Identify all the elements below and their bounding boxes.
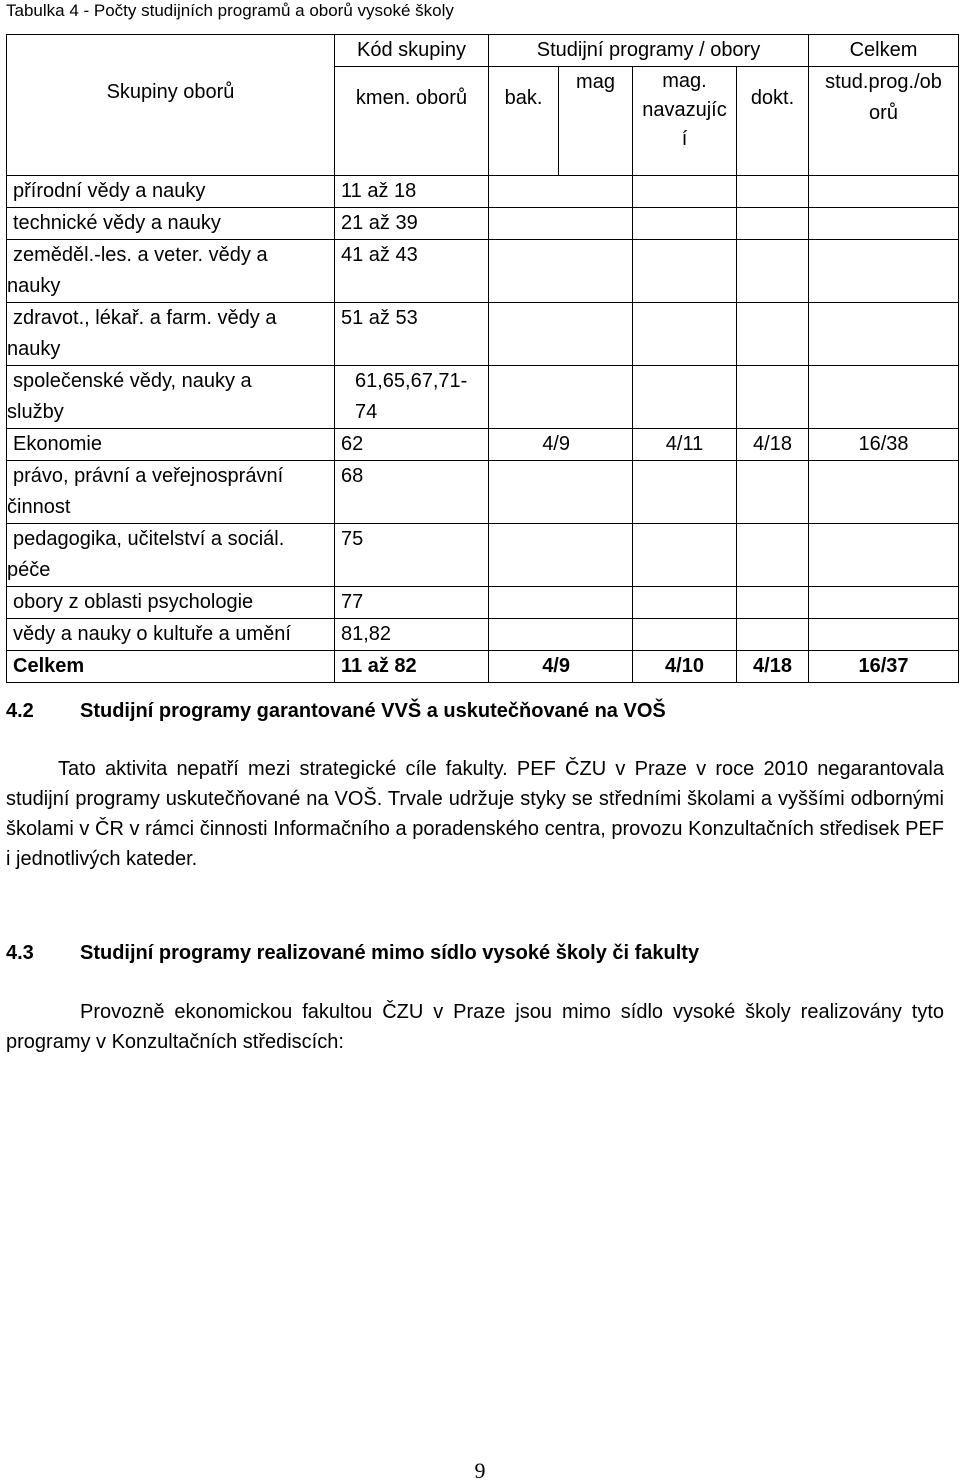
section-4-3-heading xyxy=(6,942,699,965)
row-code-line1: 61,65,67,71- xyxy=(355,370,468,392)
row-code xyxy=(335,461,489,524)
row-mag-nav xyxy=(633,366,737,429)
section-4-2-number: 4.2 xyxy=(6,700,34,722)
section-4-2-heading xyxy=(6,700,666,723)
row-code xyxy=(335,429,489,461)
row-code-line1: 11 až 18 xyxy=(341,180,417,202)
row-group-name-line1: pedagogika, učitelství a sociál. xyxy=(13,528,285,550)
row-mag-nav xyxy=(633,176,737,208)
row-code xyxy=(335,176,489,208)
row-code-line1: 62 xyxy=(341,433,364,455)
row-mag-nav xyxy=(633,587,737,619)
table-row xyxy=(7,619,959,651)
row-code xyxy=(335,366,489,429)
total-bak: 4/9 xyxy=(489,651,633,683)
header-mag-nav xyxy=(633,67,737,176)
row-dokt xyxy=(737,619,809,651)
row-bak: 4/9 xyxy=(489,429,633,461)
table-row xyxy=(7,366,959,429)
row-dokt xyxy=(737,176,809,208)
row-group-name xyxy=(7,429,335,461)
section-4-2-paragraph: Tato aktivita nepatří mezi strategické cíle fakulty. PEF ČZU v Praze v roce 2010 negarantovala studijní programy uskutečňované na VOŠ. Trvale udržuje styky se středními školami a vyššími odbornými školami v ČR v rámci činnosti Informačního a poradenského centra, provozu Konzultačních středisek PEF i jednotlivých kateder. xyxy=(6,758,944,870)
row-group-name-line1: vědy a nauky o kultuře a umění xyxy=(13,623,291,645)
section-4-3-number: 4.3 xyxy=(6,942,34,964)
section-4-3-title: Studijní programy realizované mimo sídlo vysoké školy či fakulty xyxy=(80,942,700,964)
row-code-line1: 21 až 39 xyxy=(341,212,418,234)
header-dokt: dokt. xyxy=(737,67,809,176)
row-dokt xyxy=(737,303,809,366)
row-group-name-line2: služby xyxy=(7,401,64,423)
row-group-name-line1: Ekonomie xyxy=(13,433,102,455)
row-group-name-line2: činnost xyxy=(7,496,71,518)
row-code xyxy=(335,208,489,240)
row-total xyxy=(809,208,959,240)
header-mag-nav-line3: í xyxy=(681,128,688,150)
row-dokt xyxy=(737,461,809,524)
page-number: 9 xyxy=(474,1458,486,1483)
table-row xyxy=(7,303,959,366)
row-group-name-line1: zeměděl.-les. a veter. vědy a xyxy=(13,244,268,266)
table-row xyxy=(7,429,959,461)
section-4-3-paragraph: Provozně ekonomickou fakultou ČZU v Praze jsou mimo sídlo vysoké školy realizovány tyto programy v Konzultačních střediscích: xyxy=(6,1001,944,1053)
row-code-line1: 51 až 53 xyxy=(341,307,418,329)
row-total: 16/38 xyxy=(809,429,959,461)
header-mag: mag xyxy=(559,67,633,176)
row-group-name xyxy=(7,208,335,240)
table-header-row-1 xyxy=(7,35,959,67)
header-programs: Studijní programy / obory xyxy=(489,35,809,67)
row-code-line1: 68 xyxy=(341,465,364,487)
row-group-name-line2: nauky xyxy=(7,275,61,297)
row-mag-nav: 4/11 xyxy=(633,429,737,461)
row-total xyxy=(809,619,959,651)
row-total xyxy=(809,366,959,429)
row-group-name-line1: přírodní vědy a nauky xyxy=(13,180,206,202)
row-code-line1: 77 xyxy=(341,591,364,613)
row-total xyxy=(809,240,959,303)
total-name: Celkem xyxy=(7,651,335,683)
row-bak xyxy=(489,461,633,524)
table-row xyxy=(7,240,959,303)
row-total xyxy=(809,303,959,366)
row-total xyxy=(809,587,959,619)
row-group-name-line2: péče xyxy=(7,559,51,581)
row-mag-nav xyxy=(633,208,737,240)
header-stud-line2: orů xyxy=(869,102,898,124)
row-dokt xyxy=(737,524,809,587)
header-stud xyxy=(809,67,959,176)
row-bak xyxy=(489,524,633,587)
row-code xyxy=(335,303,489,366)
row-group-name xyxy=(7,366,335,429)
row-group-name-line1: právo, právní a veřejnosprávní xyxy=(13,465,284,487)
row-bak xyxy=(489,587,633,619)
header-kmen: kmen. oborů xyxy=(335,67,489,176)
row-mag-nav xyxy=(633,240,737,303)
row-group-name xyxy=(7,176,335,208)
row-mag-nav xyxy=(633,619,737,651)
table-body xyxy=(7,176,959,651)
row-group-name xyxy=(7,303,335,366)
row-code-line2: 74 xyxy=(355,401,378,423)
header-stud-line1: stud.prog./ob xyxy=(825,71,942,93)
row-bak xyxy=(489,208,633,240)
study-programs-table xyxy=(6,34,959,683)
row-bak xyxy=(489,176,633,208)
table-total-row xyxy=(7,651,959,683)
table-row xyxy=(7,524,959,587)
row-total xyxy=(809,461,959,524)
row-code-line1: 41 až 43 xyxy=(341,244,418,266)
row-mag-nav xyxy=(633,524,737,587)
total-dokt: 4/18 xyxy=(737,651,809,683)
row-group-name-line2: nauky xyxy=(7,338,61,360)
row-bak xyxy=(489,303,633,366)
header-code-group: Kód skupiny xyxy=(335,35,489,67)
section-4-2-title: Studijní programy garantované VVŠ a uskutečňované na VOŠ xyxy=(80,700,666,722)
row-bak xyxy=(489,366,633,429)
row-group-name xyxy=(7,240,335,303)
row-mag-nav xyxy=(633,303,737,366)
table-row xyxy=(7,208,959,240)
row-dokt xyxy=(737,240,809,303)
row-code-line1: 75 xyxy=(341,528,364,550)
row-group-name xyxy=(7,587,335,619)
total-nav: 4/10 xyxy=(633,651,737,683)
table-row xyxy=(7,587,959,619)
header-mag-nav-line1: mag. xyxy=(662,70,707,92)
header-mag-nav-line2: navazujíc xyxy=(642,99,727,121)
table-caption: Tabulka 4 - Počty studijních programů a oborů vysoké školy xyxy=(6,1,454,20)
header-total: Celkem xyxy=(809,35,959,67)
row-bak xyxy=(489,240,633,303)
total-total: 16/37 xyxy=(809,651,959,683)
table-row xyxy=(7,461,959,524)
row-dokt xyxy=(737,208,809,240)
header-groups: Skupiny oborů xyxy=(7,35,335,176)
row-code-line1: 81,82 xyxy=(341,623,392,645)
total-code: 11 až 82 xyxy=(335,651,489,683)
row-total xyxy=(809,524,959,587)
row-group-name xyxy=(7,461,335,524)
row-dokt: 4/18 xyxy=(737,429,809,461)
row-group-name-line1: společenské vědy, nauky a xyxy=(13,370,252,392)
row-code xyxy=(335,240,489,303)
row-dokt xyxy=(737,587,809,619)
row-code xyxy=(335,619,489,651)
row-group-name-line1: obory z oblasti psychologie xyxy=(13,591,254,613)
row-dokt xyxy=(737,366,809,429)
row-bak xyxy=(489,619,633,651)
row-total xyxy=(809,176,959,208)
row-group-name xyxy=(7,524,335,587)
row-group-name-line1: zdravot., lékař. a farm. vědy a xyxy=(13,307,277,329)
row-code xyxy=(335,587,489,619)
row-group-name xyxy=(7,619,335,651)
row-group-name-line1: technické vědy a nauky xyxy=(13,212,221,234)
row-code xyxy=(335,524,489,587)
row-mag-nav xyxy=(633,461,737,524)
table-row xyxy=(7,176,959,208)
header-bak: bak. xyxy=(489,67,559,176)
